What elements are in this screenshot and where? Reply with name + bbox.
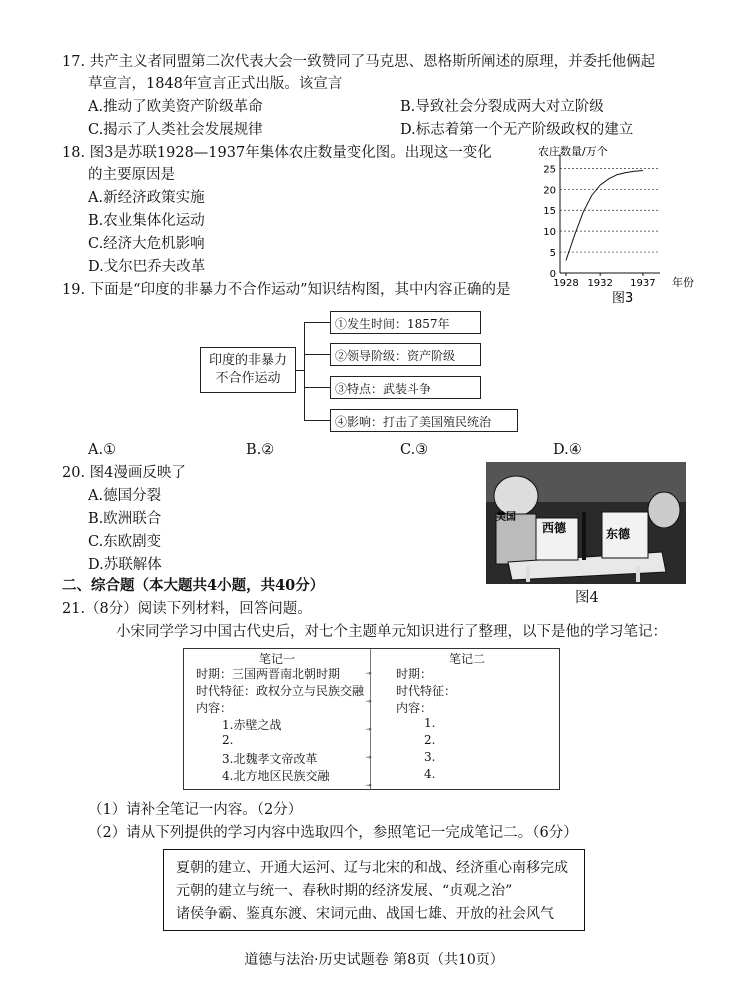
- q19-branch-2: ②领导阶级：资产阶级: [335, 349, 456, 363]
- q19-option-d: D.④: [553, 442, 582, 458]
- q19-branch-box-4: [330, 409, 518, 432]
- note2-item-3: 3.: [424, 750, 436, 764]
- note1-content-label: 内容：: [196, 701, 233, 715]
- q21-options-line-3: 诸侯争霸、鉴真东渡、宋词元曲、战国七雄、开放的社会风气: [176, 906, 554, 922]
- q17-option-d: D.标志着第一个无产阶级政权的建立: [400, 122, 634, 138]
- chart-y-tick-label: 20: [543, 185, 556, 197]
- note1-item-2: 2.: [222, 733, 234, 747]
- q19-branch-3: ③特点：武装斗争: [335, 382, 432, 396]
- q18-option-b: B.农业集体化运动: [88, 213, 205, 229]
- q19-connector-1: [304, 322, 330, 323]
- figure4-caption: 图4: [575, 590, 599, 606]
- q19-option-a: A.①: [88, 442, 117, 458]
- q19-branch-1: ①发生时间：1857年: [335, 317, 450, 331]
- chart-y-tick-label: 25: [543, 164, 556, 176]
- q19-connector-4: [304, 420, 330, 421]
- figure4-cartoon-image: [486, 462, 686, 584]
- q19-option-c: C.③: [400, 442, 429, 458]
- q19-root-line2: 不合作运动: [215, 371, 281, 386]
- note1-item-4: 4.北方地区民族交融: [222, 769, 330, 783]
- q17-option-b: B.导致社会分裂成两大对立阶级: [400, 99, 604, 115]
- q19-connector-3: [304, 387, 330, 388]
- cartoon-label-east-germany: 东德: [606, 527, 631, 541]
- cartoon-label-west-germany: 西德: [542, 521, 567, 535]
- q19-connector-trunk: [304, 322, 305, 420]
- q17-option-a: A.推动了欧美资产阶级革命: [88, 99, 263, 115]
- q20-option-c: C.东欧剧变: [88, 534, 162, 550]
- note2-title: 笔记二: [448, 652, 485, 666]
- q19-branch-box-3: [330, 376, 481, 399]
- q19-stem: 19. 下面是“印度的非暴力不合作运动”知识结构图，其中内容正确的是: [62, 282, 511, 298]
- note2-item-2: 2.: [424, 733, 436, 747]
- chart-y-tick-label: 5: [549, 248, 556, 260]
- q19-branch-box-2: [330, 343, 481, 366]
- chart-y-tick-label: 15: [543, 206, 556, 218]
- chart-x-tick-label: 1937: [630, 278, 656, 289]
- section2-heading: 二、综合题（本大题共4小题，共40分）: [62, 577, 325, 594]
- chart-y-tick-label: 0: [549, 269, 556, 280]
- q19-root-line1: 印度的非暴力: [208, 353, 287, 368]
- q19-connector-2: [304, 354, 330, 355]
- note2-content-label: 内容：: [396, 701, 433, 715]
- q18-option-c: C.经济大危机影响: [88, 236, 205, 252]
- note2-item-4: 4.: [424, 767, 436, 781]
- q17-stem-line2: 草宣言，1848年宣言正式出版。该宣言: [88, 76, 343, 92]
- q18-option-d: D.戈尔巴乔夫改革: [88, 259, 206, 275]
- chart-xlabel: 年份: [672, 276, 694, 289]
- q20-option-d: D.苏联解体: [88, 557, 162, 573]
- note2-item-1: 1.: [424, 716, 436, 730]
- chart-x-tick-label: 1932: [587, 278, 613, 289]
- notebook-rings: ⊸ ⊸ ⊸ ⊸ ⊸: [366, 669, 372, 791]
- page-footer: 道德与法治·历史试题卷 第8页（共10页）: [244, 952, 504, 968]
- q21-options-line-1: 夏朝的建立、开通大运河、辽与北宋的和战、经济重心南移完成: [176, 860, 568, 876]
- q20-option-a: A.德国分裂: [88, 488, 162, 504]
- q21-subquestion-1: （1）请补全笔记一内容。（2分）: [88, 802, 303, 818]
- figure3-line-chart: [530, 140, 720, 310]
- q18-stem-line1: 18. 图3是苏联1928—1937年集体农庄数量变化图。出现这一变化: [62, 145, 492, 161]
- chart-x-tick-label: 1928: [553, 278, 579, 289]
- note1-item-3: 3.北魏孝文帝改革: [222, 752, 318, 766]
- chart-ylabel: 农庄数量/万个: [538, 145, 608, 158]
- q18-option-a: A.新经济政策实施: [88, 190, 205, 206]
- q21-stem: 21.（8分）阅读下列材料，回答问题。: [62, 601, 312, 617]
- q19-branch-4: ④影响：打击了美国殖民统治: [335, 415, 492, 429]
- q20-option-b: B.欧洲联合: [88, 511, 162, 527]
- chart-series-line: [566, 171, 643, 261]
- chart-caption: 图3: [612, 291, 634, 306]
- note1-period: 时期：三国两晋南北朝时期: [196, 667, 341, 681]
- q19-option-b: B.②: [246, 442, 275, 458]
- q19-connector-root: [296, 370, 304, 371]
- q19-root-box: [200, 347, 296, 393]
- note1-feature: 时代特征：政权分立与民族交融: [196, 684, 365, 698]
- note2-period: 时期：: [396, 667, 433, 681]
- note2-feature: 时代特征：: [396, 684, 457, 698]
- q20-stem: 20. 图4漫画反映了: [62, 465, 186, 481]
- note1-item-1: 1.赤壁之战: [222, 718, 282, 732]
- q21-subquestion-2: （2）请从下列提供的学习内容中选取四个，参照笔记一完成笔记二。（6分）: [88, 825, 578, 841]
- q19-branch-box-1: [330, 311, 481, 334]
- cartoon-label-us: 美国: [496, 512, 516, 523]
- q18-stem-line2: 的主要原因是: [88, 167, 175, 183]
- q17-stem-line1: 17. 共产主义者同盟第二次代表大会一致赞同了马克思、恩格斯所阐述的原理，并委托他俩起: [62, 54, 656, 70]
- q21-notebook: [183, 648, 560, 790]
- note1-title: 笔记一: [258, 652, 295, 666]
- q17-option-c: C.揭示了人类社会发展规律: [88, 122, 263, 138]
- q21-options-box: [163, 849, 585, 931]
- q21-options-line-2: 元朝的建立与统一、春秋时期的经济发展、“贞观之治”: [176, 883, 513, 899]
- chart-y-tick-label: 10: [543, 227, 556, 239]
- q21-intro: 小宋同学学习中国古代史后，对七个主题单元知识进行了整理，以下是他的学习笔记：: [116, 624, 667, 640]
- chart-plot-area: [543, 154, 660, 289]
